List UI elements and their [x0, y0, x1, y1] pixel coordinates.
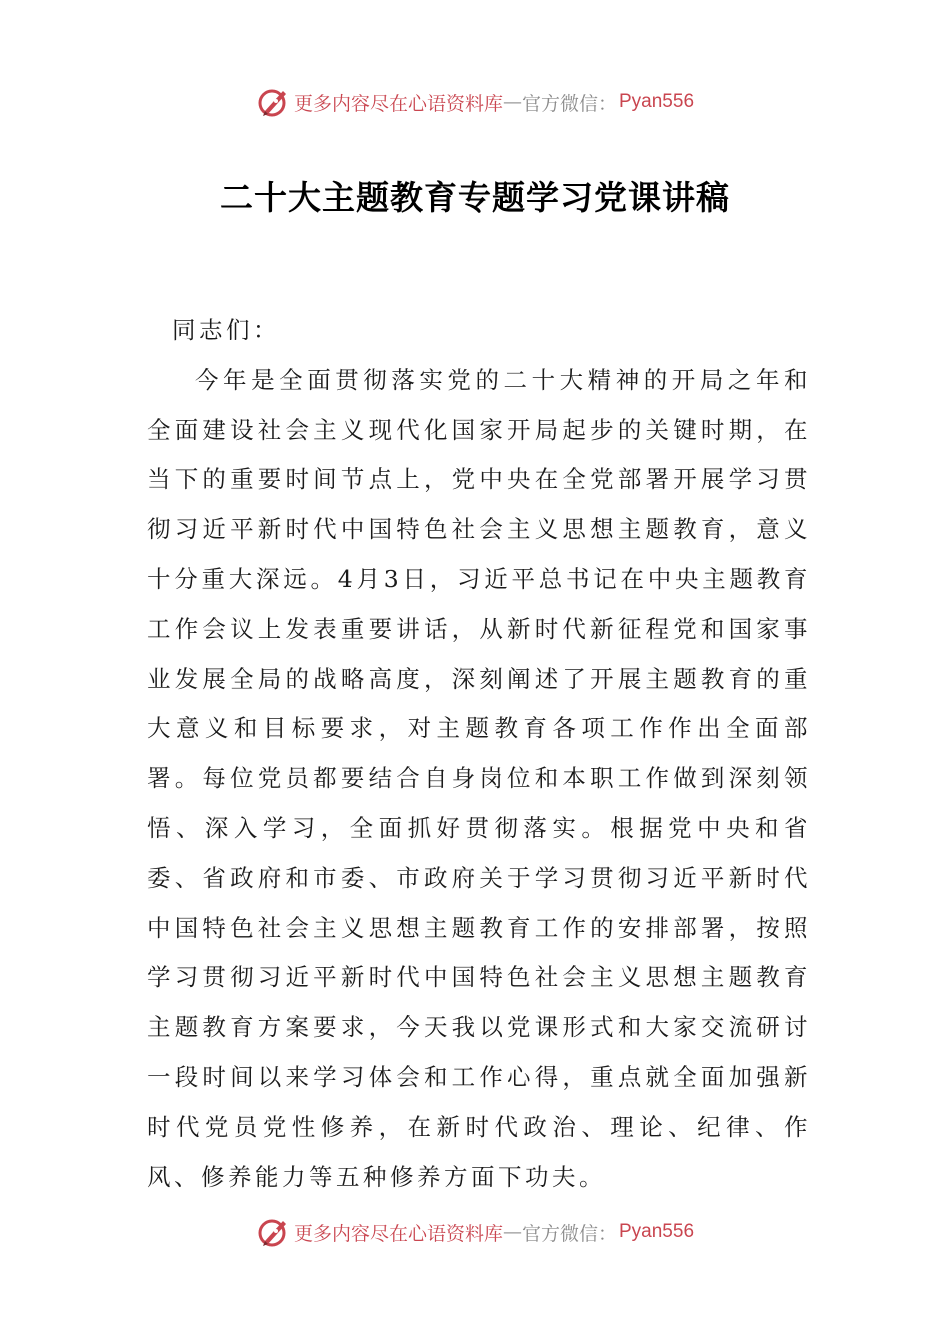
pen-circle-logo-icon — [256, 85, 290, 119]
pen-circle-logo-icon — [256, 1215, 290, 1249]
header-banner — [0, 82, 950, 122]
banner-wechat-id: Pyan556 — [619, 91, 695, 112]
salutation: 同志们： — [172, 316, 280, 344]
banner-separator: — — [502, 91, 522, 113]
banner-slogan: 更多内容尽在心语资料库 — [293, 92, 503, 115]
banner-separator: — — [502, 1221, 522, 1243]
body-paragraph: 今年是全面贯彻落实党的二十大精神的开局之年和全面建设社会主义现代化国家开局起步的关键时期，在当下的重要时间节点上，党中央在全党部署开展学习贯彻习近平新时代中国特色社会主义思想主题教育，意义十分重大深远。4月3日，习近平总书记在中央主题教育工作会议上发表重要讲话，从新时代新征程党和国家事业发展全局的战略高度，深刻阐述了开展主题教育的重大意义和目标要求，对主题教育各项工作作出全面部署。每位党员都要结合自身岗位和本职工作做到深刻领悟、深入学习，全面抓好贯彻落实。根据党中央和省委、省政府和市委、市政府关于学习贯彻习近平新时代中国特色社会主义思想主题教育工作的安排部署，按照学习贯彻习近平新时代中国特色社会主义思想主题教育主题教育方案要求，今天我以党课形式和大家交流研讨一段时间以来学习体会和工作心得，重点就全面加强新时代党员党性修养，在新时代政治、理论、纪律、作风、修养能力等五种修养方面下功夫。 — [147, 365, 811, 1191]
banner-slogan: 更多内容尽在心语资料库 — [293, 1222, 503, 1245]
banner-wechat-label: 官方微信： — [521, 1222, 617, 1245]
document-body — [147, 306, 811, 1202]
footer-banner — [0, 1212, 950, 1252]
banner-wechat-label: 官方微信： — [521, 92, 617, 115]
banner-wechat-id: Pyan556 — [619, 1221, 695, 1242]
document-title: 二十大主题教育专题学习党课讲稿 — [220, 178, 730, 217]
